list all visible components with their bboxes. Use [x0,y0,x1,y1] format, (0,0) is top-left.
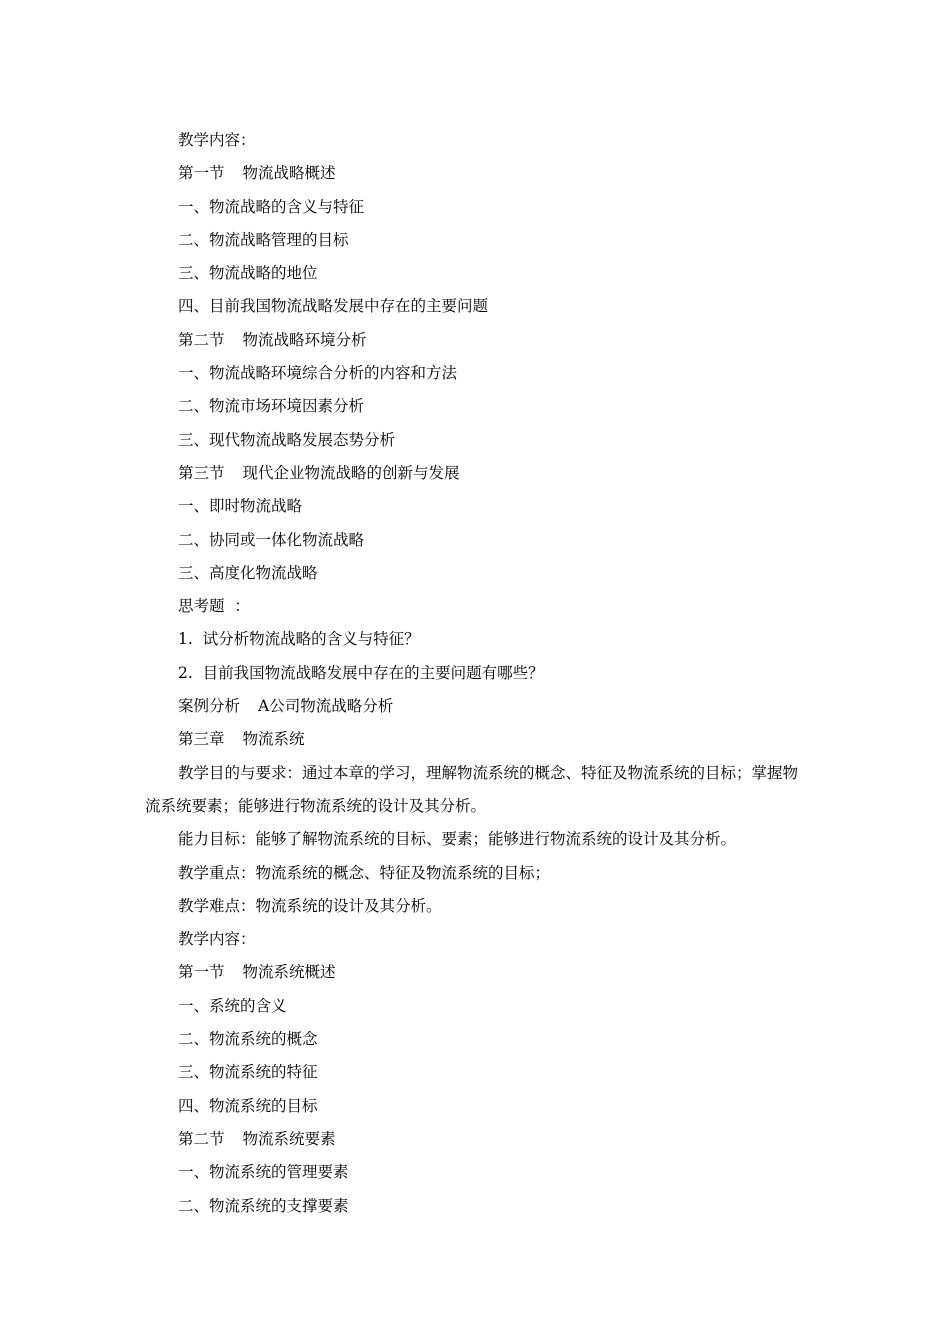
section-number: 第三节 [178,463,225,482]
case-heading [178,690,818,723]
text-line: 二、物流系统的支撑要素 [178,1196,349,1215]
section-title: 物流战略概述 [242,164,336,183]
section-number: 第二节 [178,330,225,349]
chapter-heading [178,723,818,756]
text-line: 二、物流战略管理的目标 [178,230,349,249]
text-line: 二、物流市场环境因素分析 [178,397,365,416]
text-line: 三、物流系统的特征 [178,1063,318,1082]
text-line: 一、即时物流战略 [178,497,303,516]
text-line: 四、物流系统的目标 [178,1096,318,1115]
text-line: 二、协同或一体化物流战略 [178,530,365,549]
text-line: 一、系统的含义 [178,996,287,1015]
text-line: 教学内容： [178,131,256,149]
paragraph: 教学目的与要求：通过本章的学习，理解物流系统的概念、特征及物流系统的目标；掌握物流系统要素；能够进行物流系统的设计及其分析。 [145,763,799,815]
text-line: 思考题 ： [178,597,250,616]
text-line: 三、高度化物流战略 [178,563,318,582]
section-heading [178,157,818,190]
text-line: 一、物流战略的含义与特征 [178,197,365,216]
text-line: 能力目标：能够了解物流系统的目标、要素；能够进行物流系统的设计及其分析。 [178,830,737,849]
text-line: 二、物流系统的概念 [178,1030,318,1049]
text-line: 三、现代物流战略发展态势分析 [178,430,396,449]
text-line: 一、物流战略环境综合分析的内容和方法 [178,364,458,383]
text-line: 四、目前我国物流战略发展中存在的主要问题 [178,297,489,316]
question-item: 1. 试分析物流战略的含义与特征？ [178,630,420,649]
section-title: 物流系统要素 [242,1129,336,1148]
case-title: A公司物流战略分析 [258,697,394,716]
text-line: 一、物流系统的管理要素 [178,1163,349,1182]
section-number: 第一节 [178,963,225,982]
section-heading [178,457,818,490]
chapter-title: 物流系统 [242,730,305,749]
text-line: 教学重点：物流系统的概念、特征及物流系统的目标； [178,863,551,882]
section-title: 物流战略环境分析 [242,330,367,349]
text-line: 三、物流战略的地位 [178,264,318,283]
document-body [145,124,818,1223]
section-number: 第二节 [178,1129,225,1148]
case-label: 案例分析 [178,697,241,716]
section-heading [178,324,818,357]
question-item: 2. 目前我国物流战略发展中存在的主要问题有哪些？ [178,663,544,682]
chapter-number: 第三章 [178,730,225,749]
section-title: 物流系统概述 [242,963,336,982]
section-heading [178,1123,818,1156]
text-line: 教学难点：物流系统的设计及其分析。 [178,896,442,915]
section-number: 第一节 [178,164,225,183]
text-line: 教学内容： [178,930,256,949]
section-heading [178,956,818,989]
section-title: 现代企业物流战略的创新与发展 [242,463,460,482]
